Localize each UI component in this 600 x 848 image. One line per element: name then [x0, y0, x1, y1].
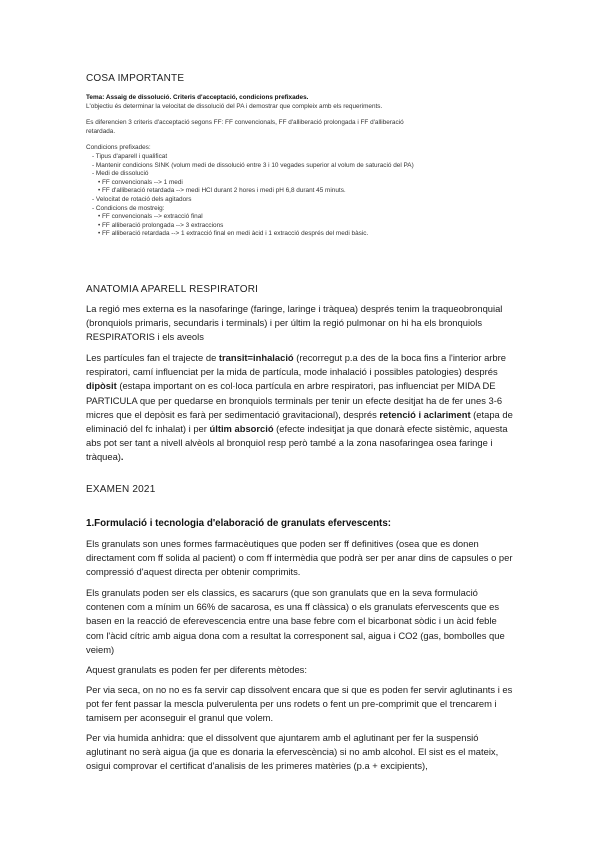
anatomy-paragraph-1: La regió mes externa es la nasofaringe (faringe, laringe i tràquea) després tenim la traqueobronquial (bronquiols primaris, secundaris i terminals) i per últim la regió pulmonar on hi ha els bronquiols RESPIRATORIS i els aveols [86, 303, 503, 343]
embedded-note-image [86, 94, 526, 239]
granulats-paragraph-1: Els granulats son unes formes farmacèutiques que poden ser ff definitives (osea que es donen directament com ff solida al pacient) o com ff intermèdia que podrà ser per anar dins de capsules o per compressió d'aquest directa per obtenir comprimits. [86, 538, 513, 578]
note-item: • FF convencionals --> extracció final [98, 213, 203, 221]
dry-method-paragraph: Per via seca, on no no es fa servir cap dissolvent encara que si que es poden fer servir aglutinants i es pot fer fent passar la mescla pulverulenta per uns rodets o fent un pre-comprimit que el trencarem i tamisem per aconseguir el granul que volem. [86, 684, 513, 724]
methods-paragraph: Aquest granulats es poden fer per diferents mètodes: [86, 664, 307, 675]
note-objective: L'objectiu és determinar la velocitat de dissolució del PA i demostrar que compleix amb els requeriments. [86, 102, 383, 110]
note-item: - Velocitat de rotació dels agitadors [92, 195, 192, 203]
note-item: - Tipus d'aparell i qualificat [92, 152, 168, 160]
term-retencio: retenció i aclariment [379, 408, 471, 420]
note-item: - Condicions de mostreig: [92, 204, 165, 212]
heading-exam: EXAMEN 2021 [86, 484, 156, 495]
term-absorcio: últim absorció [209, 423, 274, 435]
heading-anatomy: ANATOMIA APARELL RESPIRATORI [86, 284, 259, 295]
note-item: - Medi de dissolució [92, 170, 149, 178]
note-conditions-title: Condicions prefixades: [86, 144, 151, 152]
note-criteria-line2: retardada. [86, 127, 116, 135]
anatomy-paragraph-2: Les partícules fan el trajecte de transit=inhalació (recorregut p.a des de la boca fins a l'interior arbre respiratori, camí influenciat per la mida de partícula, mode inhalació i possibles patologies) després dipòsit (estapa important on es col·loca partícula en arbre respiratori, pas influenciat per MIDA DE PARTICULA que per quedarse en bronquiols terminals per tenir un efecte desitjat ha de fer unes 3-6 micres que el depòsit es farà per sedimentació gravitacional), després retenció i aclariment (etapa de eliminació del fc inhalat) i per últim absorció (efecte indesitjat ja que donarà efecte sistèmic, aquesta abs pot ser tant a nivell alvèols al bronquiol resp però també a la zona nasofaringea osea faringe i tràquea). [86, 352, 513, 463]
note-item: • FF convencionals --> 1 medi [98, 178, 183, 186]
note-title: Tema: Assaig de dissolució. Criteris d'acceptació, condicions prefixades. [86, 94, 309, 101]
granulats-paragraph-2: Els granulats poden ser els classics, es sacarurs (que son granulats que en la seva formulació contenen com a mínim un 66% de sacarosa, es una ff clàssica) o els granulats efervescents que es basen en la reacció de eferevescencia entre una base febre com el bicarbonat sòdic i un àcid feble com l'àcid cítric amb aigua dona com a resultat la corresponent sal, aigua i CO2 (gas, bombolles que veiem) [86, 587, 505, 655]
section-1-title: 1.Formulació i tecnologia d'elaboració de granulats efervescents: [86, 518, 392, 529]
term-transit: transit=inhalació [218, 352, 294, 363]
note-criteria-line1: Es diferencien 3 criteris d'acceptació segons FF: FF convencionals, FF d'alliberació prolongada i FF d'alliberació [86, 119, 404, 127]
note-item: - Mantenir condicions SINK (volum medi de dissolució entre 3 i 10 vegades superior al volum de saturació del PA) [92, 161, 414, 169]
note-item: • FF alliberació prolongada --> 3 extraccions [98, 221, 224, 229]
note-item: • FF alliberació retardada --> 1 extracció final en medi àcid i 1 extracció després del medi bàsic. [98, 230, 369, 238]
wet-method-paragraph: Per via humida anhidra: que el dissolvent que ajuntarem amb el aglutinant per fer la suspensió aglutinant no serà aigua (ja que es donaria la efervescència) si no amb alcohol. El sist es el mateix, osigui comprovar el certificat d'analisis de les primeres matèries (p.a + excipients), [86, 732, 499, 772]
term-diposit: dipòsit [86, 380, 117, 392]
heading-important: COSA IMPORTANTE [86, 73, 185, 84]
note-item: • FF d'alliberació retardada --> medi HCl durant 2 hores i medi pH 6,8 durant 45 minuts. [98, 187, 346, 195]
